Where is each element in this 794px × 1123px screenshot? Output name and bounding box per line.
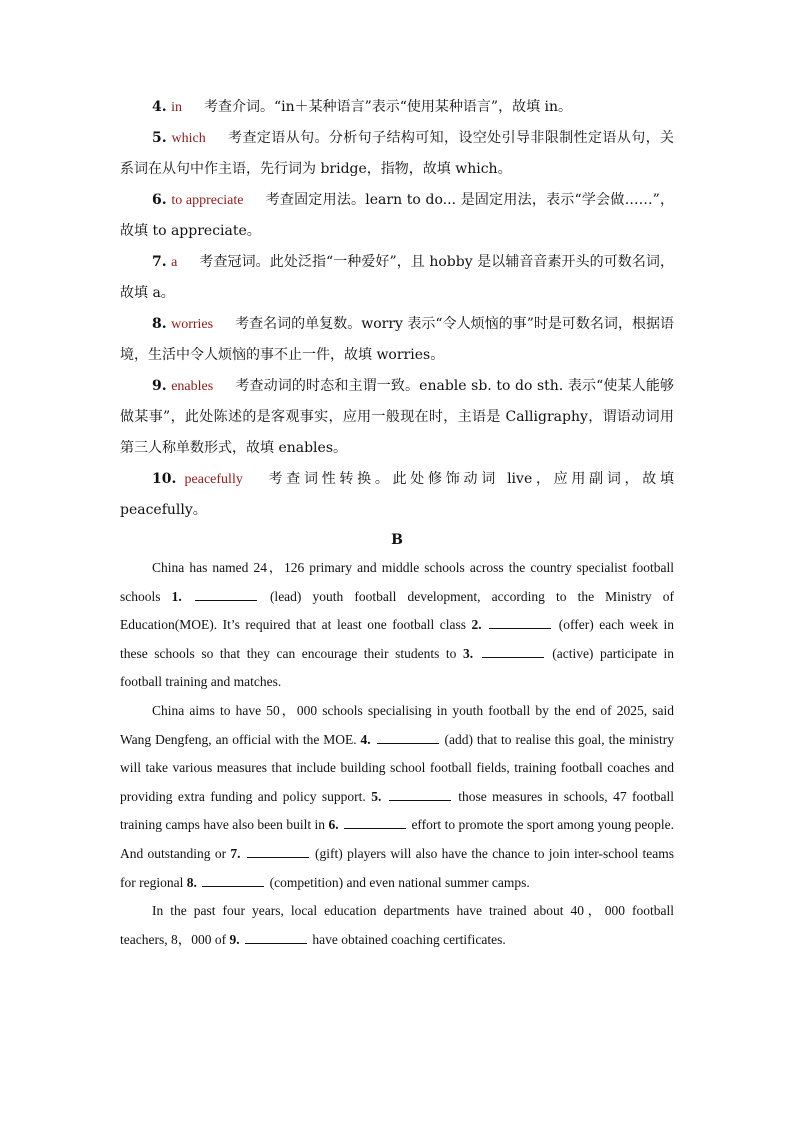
answer-item-9	[120, 371, 674, 464]
answer-explanation: 考查冠词。此处泛指“一种爱好”，且 hobby 是以辅音音素开头的可数名词，故填 a。	[120, 254, 674, 301]
answer-explanation: 考查定语从句。分析句子结构可知，设空处引导非限制性定语从句，关系词在从句中作主语，先行词为 bridge，指物，故填 which。	[120, 130, 675, 177]
answer-item-4	[120, 92, 674, 123]
blank-number-4: 4.	[360, 731, 371, 747]
page-content	[120, 92, 674, 954]
blank-number-2: 2.	[471, 617, 482, 633]
paragraph-text: those measures in schools, 47 football training camps have also been built in	[120, 788, 674, 833]
answer-word: to appreciate	[171, 193, 244, 208]
paragraph-text: China aims to have 50，000 schools specialising in youth football by the end of 2025, said Wang Dengfeng, an official with the MOE.	[120, 702, 674, 747]
answer-word: in	[171, 100, 182, 115]
blank-7[interactable]	[247, 844, 309, 858]
answer-list	[120, 92, 674, 526]
answer-number: 8.	[152, 316, 167, 332]
passage-paragraph-2	[120, 697, 674, 897]
section-title: B	[391, 532, 403, 548]
blank-5[interactable]	[389, 787, 451, 801]
answer-word: enables	[171, 379, 214, 394]
answer-word: peacefully	[184, 472, 243, 487]
answer-explanation: 考查词性转换。此处修饰动词 live，应用副词，故填 peacefully。	[120, 471, 674, 518]
paragraph-text: (gift) players will also have the chance to join inter-school teams for regional	[120, 845, 674, 890]
answer-item-8	[120, 309, 674, 371]
answer-explanation: 考查介词。“in＋某种语言”表示“使用某种语言”，故填 in。	[203, 99, 573, 115]
answer-item-10	[120, 464, 674, 526]
answer-explanation: 考查名词的单复数。worry 表示“令人烦恼的事”时是可数名词，根据语境，生活中令人烦恼的事不止一件，故填 worries。	[120, 316, 674, 363]
blank-1[interactable]	[195, 587, 257, 601]
paragraph-text: (lead) youth football development, according to the Ministry of Education(MOE). It’s required that at least one football class	[120, 588, 675, 633]
blank-number-6: 6.	[328, 817, 339, 833]
paragraph-text: (competition) and even national summer camps.	[266, 874, 530, 890]
paragraph-text: (offer) each week in these schools so that they can encourage their students to	[120, 617, 675, 661]
blank-9[interactable]	[245, 930, 307, 944]
paragraph-text: (active) participate in football training and matches.	[120, 645, 675, 690]
answer-item-6	[120, 185, 674, 247]
blank-number-9: 9.	[229, 931, 240, 947]
blank-4[interactable]	[377, 730, 439, 744]
paragraph-text: effort to promote the sport among young people. And outstanding or	[120, 817, 675, 861]
answer-number: 10.	[152, 471, 177, 487]
blank-2[interactable]	[489, 615, 551, 629]
answer-number: 7.	[152, 254, 167, 270]
answer-number: 6.	[152, 192, 167, 208]
answer-explanation: 考查固定用法。learn to do... 是固定用法，表示“学会做……”，故填 to appreciate。	[120, 192, 674, 239]
answer-item-5	[120, 123, 674, 185]
answer-item-7	[120, 247, 674, 309]
blank-number-3: 3.	[462, 645, 474, 661]
answer-number: 4.	[152, 99, 167, 115]
paragraph-text: In the past four years, local education departments have trained about 40，000 football teachers, 8，000 of	[120, 903, 674, 947]
blank-number-7: 7.	[230, 845, 241, 861]
paragraph-text: (add) that to realise this goal, the ministry will take various measures that include building school football fields, training football coaches and providing extra funding and policy support.	[120, 731, 674, 804]
blank-number-5: 5.	[371, 788, 382, 804]
blank-6[interactable]	[344, 815, 406, 829]
blank-number-1: 1.	[171, 588, 182, 604]
answer-explanation: 考查动词的时态和主谓一致。enable sb. to do sth. 表示“使某人能够做某事”，此处陈述的是客观事实，应用一般现在时，主语是 Calligraphy，谓语动词用第三人称单数形式，故填 enables。	[120, 378, 674, 456]
blank-3[interactable]	[482, 644, 544, 658]
passage-paragraph-3	[120, 897, 674, 954]
paragraph-text: China has named 24，126 primary and middle schools across the country specialist football schools	[120, 560, 674, 604]
passage-paragraph-1	[120, 554, 674, 697]
blank-8[interactable]	[202, 873, 264, 887]
blank-number-8: 8.	[186, 874, 197, 890]
answer-word: a	[171, 255, 178, 270]
paragraph-text: have obtained coaching certificates.	[308, 931, 506, 947]
answer-number: 5.	[152, 130, 167, 146]
answer-word: worries	[171, 317, 214, 332]
answer-word: which	[171, 131, 206, 146]
answer-number: 9.	[152, 378, 167, 394]
